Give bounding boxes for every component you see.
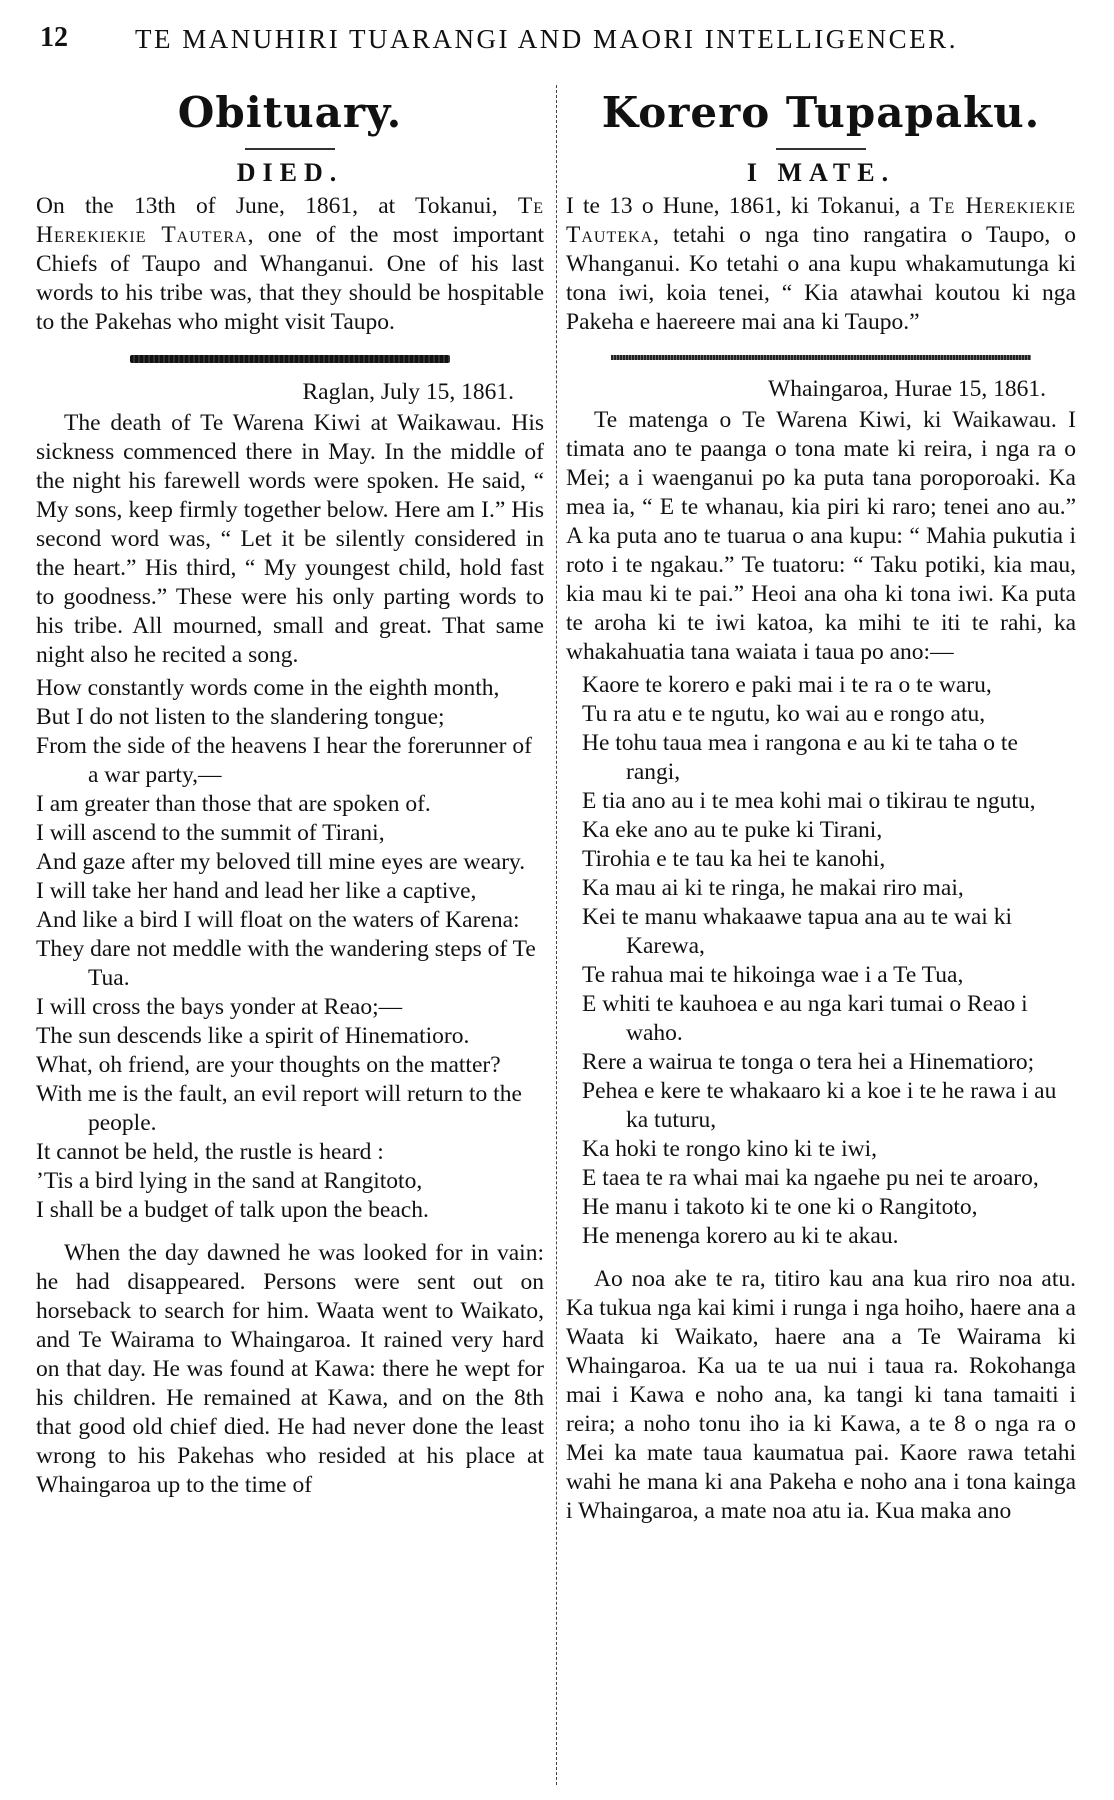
verse-line: Kei te manu whakaawe tapua ana au te wai ki Karewa,	[582, 904, 1012, 959]
verse-line: Ka eke ano au te puke ki Tirani,	[582, 817, 883, 843]
verse-line: Ka mau ai ki te ringa, he makai riro mai,	[582, 875, 964, 901]
article-paragraph: Te matenga o Te Warena Kiwi, ki Waikawau. I timata ano te paanga o tona mate ki reira, i nga ra o Mei; a i waenganui po ka puta tana poroporoaki. Ka mea ia, “ E te whanau, kia piri ki raro; tenei ano au.” A ka puta ano te tuarua o ana kupu: “ Mahia pukutia i roto i te ngakau.” Te tuatoru: “ Taku potiki, kia mau, kia mau ki te pai.” Heoi ana oha ki tona iwi. Ka puta te aroha ki te iwi katoa, ka mihi te iti te rahi, ka whakahuatia tana waiata i taua po ano:—	[566, 407, 1076, 665]
verse-line: With me is the fault, an evil report will return to the people.	[36, 1081, 522, 1136]
verse-line: Tirohia e te tau ka hei te kanohi,	[582, 846, 886, 872]
obituary-heading: Obituary.	[177, 88, 403, 137]
obituary-notice: I te 13 o Hune, 1861, ki Tokanui, a Te Herekiekie Tauteka, tetahi o nga tino rangatira o Taupo, o Whanganui. Ko tetahi o ana kupu whakamutunga ki tona iwi, koia tenei, “ Kia atawhai koutou ki nga Pakeha e haereere mai ana ki Taupo.”	[566, 193, 1076, 335]
page-number: 12	[40, 22, 68, 53]
verse-line: ’Tis a bird lying in the sand at Rangitoto,	[36, 1168, 423, 1194]
died-subheading: DIED.	[236, 158, 344, 187]
running-title: TE MANUHIRI TUARANGI AND MAORI INTELLIGENCER.	[135, 24, 958, 54]
verse-line: I will take her hand and lead her like a captive,	[36, 878, 477, 904]
dateline: Whaingaroa, Hurae 15, 1861.	[768, 376, 1046, 402]
verse-line: He tohu taua mea i rangona e au ki te taha o te rangi,	[582, 730, 1018, 785]
verse-line: E tia ano au i te mea kohi mai o tikirau te ngutu,	[582, 788, 1036, 814]
verse-line: I am greater than those that are spoken of.	[36, 791, 431, 817]
verse-line: Pehea e kere te whakaaro ki a koe i te he rawa i au ka tuturu,	[582, 1078, 1057, 1133]
verse-line: They dare not meddle with the wandering steps of Te Tua.	[36, 936, 536, 991]
article-paragraph: When the day dawned he was looked for in vain: he had disappeared. Persons were sent out on horseback to search for him. Waata went to Waikato, and Te Wairama to Whaingaroa. It rained very hard on that day. He was found at Kawa: there he wept for his children. He remained at Kawa, and on the 8th that good old chief died. He had never done the least wrong to his Pakehas who resided at his place at Whaingaroa up to the time of	[36, 1240, 544, 1498]
verse-line: Ka hoki te rongo kino ki te iwi,	[582, 1136, 878, 1162]
verse-line: Kaore te korero e paki mai i te ra o te waru,	[582, 672, 992, 698]
verse-line: E taea te ra whai mai ka ngaehe pu nei te aroaro,	[582, 1165, 1039, 1191]
dateline: Raglan, July 15, 1861.	[302, 379, 514, 405]
verse-line: The sun descends like a spirit of Hinematioro.	[36, 1023, 470, 1049]
verse-line: He manu i takoto ki te one ki o Rangitoto,	[582, 1194, 978, 1220]
song-verses	[36, 674, 544, 1225]
english-column	[36, 82, 544, 1794]
article-paragraph: Ao noa ake te ra, titiro kau ana kua riro noa atu. Ka tukua nga kai kimi i runga i nga hoiho, haere ana a Waata ki Waikato, haere ana a Te Wairama ki Whaingaroa. Ka ua te ua nui i taua ra. Rokohanga mai i Kawa e noho ana, ka tangi ki tana tamaiti i reira; a noho tonu iho ia ki Kawa, a te 8 o nga ra o Mei ka mate taua kaumatua pai. Kaore rawa tetahi wahi he mana ki ana Pakeha e noho ana i tona kainga i Whaingaroa, a mate noa atu ia. Kua maka ano	[566, 1266, 1076, 1524]
i-mate-subheading: I MATE.	[746, 158, 896, 187]
verse-line: And like a bird I will float on the waters of Karena:	[36, 907, 520, 933]
verse-line: But I do not listen to the slandering tongue;	[36, 704, 445, 730]
page-header	[40, 20, 1080, 70]
heading-rule	[776, 148, 866, 150]
heading-rule	[245, 148, 335, 150]
verse-line: I will ascend to the summit of Tirani,	[36, 820, 385, 846]
verse-line: I will cross the bays yonder at Reao;—	[36, 994, 403, 1020]
verse-line: Rere a wairua te tonga o tera hei a Hinematioro;	[582, 1049, 1035, 1075]
column-divider	[556, 85, 557, 1785]
section-rule	[130, 355, 450, 363]
verse-line: And gaze after my beloved till mine eyes are weary.	[36, 849, 526, 875]
section-rule	[611, 355, 1031, 360]
verse-line: From the side of the heavens I hear the forerunner of a war party,—	[36, 733, 532, 788]
verse-line: How constantly words come in the eighth month,	[36, 675, 500, 701]
verse-line: What, oh friend, are your thoughts on the matter?	[36, 1052, 501, 1078]
verse-line: Tu ra atu e te ngutu, ko wai au e rongo atu,	[582, 701, 986, 727]
verse-line: Te rahua mai te hikoinga wae i a Te Tua,	[582, 962, 964, 988]
maori-column	[566, 82, 1076, 1794]
verse-line: E whiti te kauhoea e au nga kari tumai o Reao i waho.	[582, 991, 1028, 1046]
verse-line: It cannot be held, the rustle is heard :	[36, 1139, 384, 1165]
article-paragraph: The death of Te Warena Kiwi at Waikawau. His sickness commenced there in May. In the middle of the night his farewell words were spoken. He said, “ My sons, keep firmly together below. Here am I.” His second word was, “ Let it be silently considered in the heart.” His third, “ My youngest child, hold fast to goodness.” These were his only parting words to his tribe. All mourned, small and great. That same night also he recited a song.	[36, 410, 544, 668]
korero-tupapaku-heading: Korero Tupapaku.	[601, 88, 1041, 137]
song-verses	[566, 671, 1076, 1251]
verse-line: I shall be a budget of talk upon the beach.	[36, 1197, 429, 1223]
obituary-notice: On the 13th of June, 1861, at Tokanui, Te Herekiekie Tautera, one of the most important Chiefs of Taupo and Whanganui. One of his last words to his tribe was, that they should be hospitable to the Pakehas who might visit Taupo.	[36, 193, 544, 335]
verse-line: He menenga korero au ki te akau.	[582, 1223, 899, 1249]
